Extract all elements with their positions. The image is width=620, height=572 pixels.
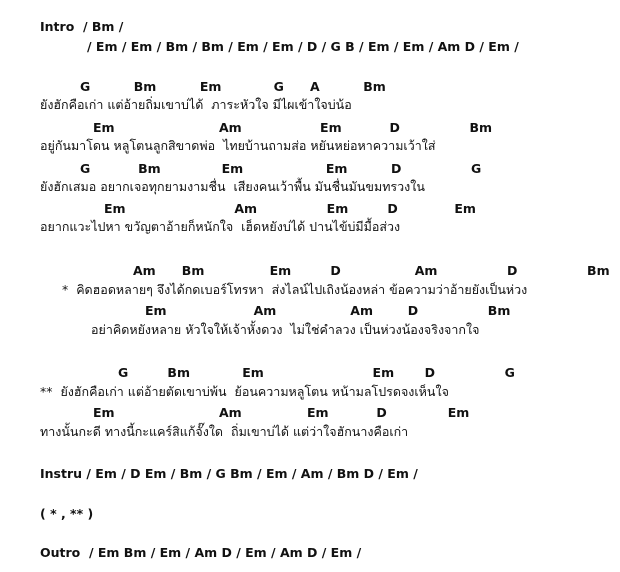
verse-lyrics-4: อยากแวะไปหา ขวัญตาอ้ายก็หนักใจ เฮ็ดหยังบ่ได้ ปานไข้บ่มีมื้อส่วง bbox=[40, 219, 401, 234]
bridge-lyrics-2: ทางนั้นกะดี ทางนี้กะแคร์สิแก้จั๊งใด ถิ่มเขาบ่ได้ แต่ว่าใจฮักนางคือเก่า bbox=[40, 424, 409, 439]
chorus-chords-2: Em Am Am D Bm bbox=[145, 303, 511, 318]
instru-line: Instru / Em / D Em / Bm / G Bm / Em / Am / Bm D / Em / bbox=[40, 466, 418, 481]
verse-chords-1: G Bm Em G A Bm bbox=[80, 79, 386, 94]
verse-lyrics-3: ยังฮักเสมอ อยากเจอทุกยามงามชื่น เสียงคนเว้าพื้น มันชื่นมันขมทรวงใน bbox=[40, 179, 425, 194]
chorus-lyrics-1: * คิดฮอดหลายๆ จึงได้กดเบอร์โทรหา ส่งไลน์ไปเถิงน้องหล่า ข้อความว่าอ้ายยังเป็นห่วง bbox=[62, 282, 528, 297]
verse-chords-4: Em Am Em D Em bbox=[104, 201, 476, 216]
verse-lyrics-2: อยู่กันมาโดน หลูโตนลูกสิขาดพ่อ ไทยบ้านถามส่อ หยันหย่อหาความเว้าใส่ bbox=[40, 138, 436, 153]
outro-line: Outro / Em Bm / Em / Am D / Em / Am D / Em / bbox=[40, 545, 362, 560]
bridge-chords-2: Em Am Em D Em bbox=[93, 405, 470, 420]
intro-chords-line: / Em / Em / Bm / Bm / Em / Em / D / G B / Em / Em / Am D / Em / bbox=[87, 39, 519, 54]
intro-label-line: Intro / Bm / bbox=[40, 19, 124, 34]
repeat-marker: ( * , ** ) bbox=[40, 506, 94, 521]
bridge-chords-1: G Bm Em Em D G bbox=[118, 365, 515, 380]
chorus-chords-1: Am Bm Em D Am D Bm bbox=[133, 263, 610, 278]
bridge-lyrics-1: ** ยังฮักคือเก่า แต่อ้ายตัดเขาบ่พ้น ย้อนความหลูโตน หน้ามลโปรดจงเห็นใจ bbox=[40, 384, 449, 399]
verse-chords-3: G Bm Em Em D G bbox=[80, 161, 482, 176]
verse-lyrics-1: ยังฮักคือเก่า แต่อ้ายถิ่มเขาบ่ได้ ภาระหัวใจ มีไผเข้าใจบ่น้อ bbox=[40, 97, 352, 112]
chorus-lyrics-2: อย่าคิดหยังหลาย หัวใจให้เจ้าหั้งดวง ไม่ใช่คำลวง เป็นห่วงน้องจริงจากใจ bbox=[91, 322, 480, 337]
verse-chords-2: Em Am Em D Bm bbox=[93, 120, 493, 135]
